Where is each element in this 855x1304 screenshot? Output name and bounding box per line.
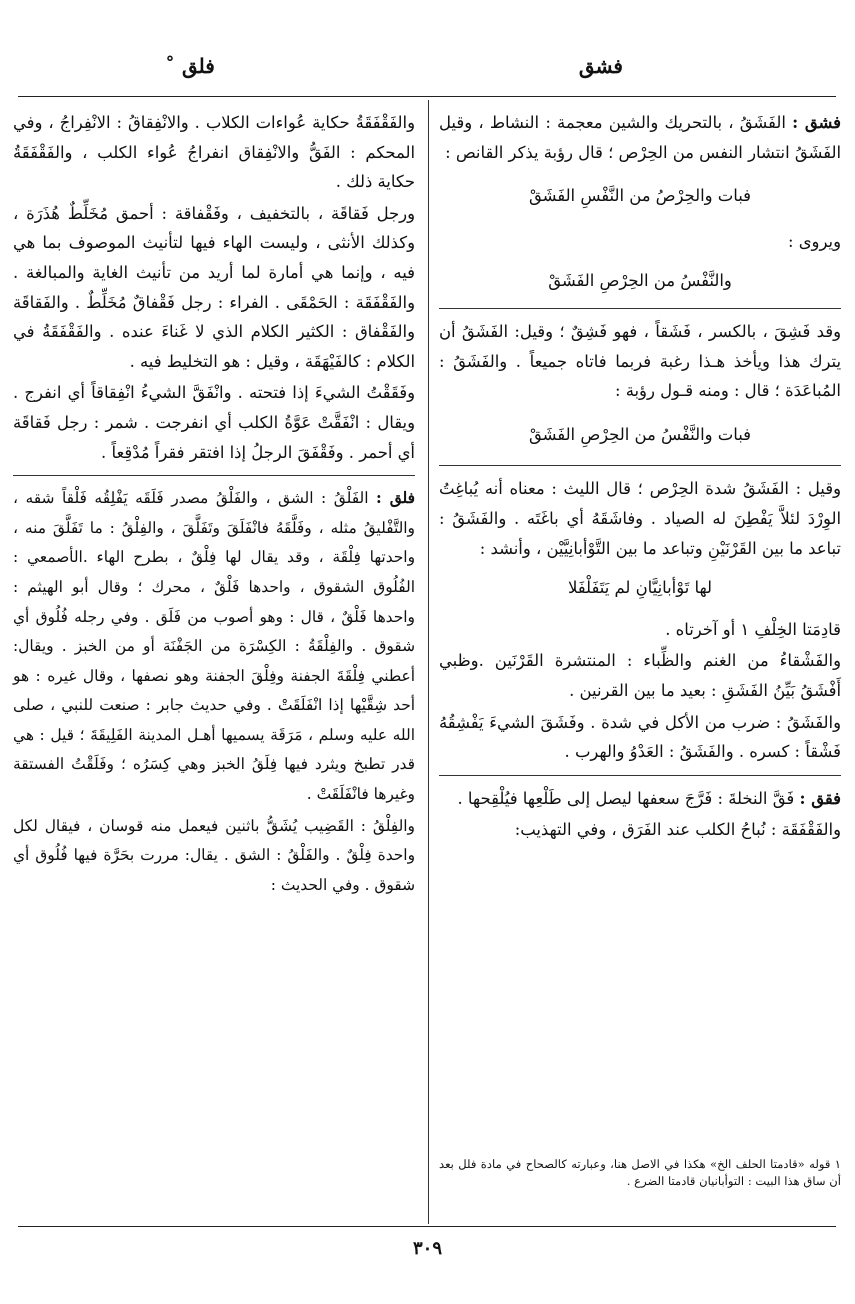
entry-text: الفَشَقُ ، بالتحريك والشين معجمة : النشاط ، وقيل الفَشَقُ انتشار النفس من الحِرْص ؛ قال رؤبة يذكر القانص : xyxy=(439,113,841,162)
verse-line: فبات والحِرْصُ من النَّفْسِ الفَشَقْ xyxy=(528,186,752,206)
paragraph: وقد فَشِقَ ، بالكسر ، فَشَقاً ، فهو فَشِقٌ ؛ وقيل: الفَشَقُ أن يترك هذا ويأخذ هـذا رغبة فربما فاتاه جميعاً . والفَشَقُ : المُباعَدَة ؛ قال : ومنه قـول رؤبة : xyxy=(439,321,841,401)
running-head-left: فلق ˚ xyxy=(165,54,215,78)
verse-separator xyxy=(439,465,841,466)
page-number: ٣٠٩ xyxy=(412,1238,442,1259)
paragraph: والفَقْفَقَة : نُباحُ الكلب عند الفَرَق ، وفي التهذيب: xyxy=(514,820,841,840)
paragraph: ورجل فَقاقَة ، بالتخفيف ، وفَقْفاقة : أحمق مُخَلِّطٌ هُذَرَة ، وكذلك الأنثى ، وليست الهاء فيها لتأنيث الموصوف بما هي فيه ، وإنما هي أمارة لما أريد من تأنيث الغاية والمبالغة . والفَقْفَقَة : الحَمْقَى . الفراء : رجل فَقْفاقٌ مُخَلِّطٌ . والفَقاقَة والفَقْفاق : الكثير الكلام الذي لا غَناءَ عنده . والفَقْفَقَةُ في الكلام : كالفَيْهَقَة ، وقيل : هو التخليط فيه . xyxy=(13,203,415,371)
entry-separator xyxy=(439,775,841,776)
header-rule xyxy=(18,96,836,97)
paragraph: ويروى : xyxy=(788,231,841,251)
entry-text: الفَلْقُ : الشق ، والفَلْقُ مصدر فَلَقَه يَفْلِقُه فَلْقاً شقه ، والتَّفْليقُ مثله ، وفَلَّقَهُ فانْفَلَقَ وتَفَلَّقَ ، والفِلْقُ : ما تَفَلَّقَ منه ، واحدتها فِلْقَة ، وقد يقال لها فِلْقٌ ، بطرح الهاء .الأصمعي : الفُلُوق الشقوق ، واحدها فَلْقٌ ، محرك ؛ وقال أبو الهيثم : واحدها فَلْقٌ ، قال : وهو أصوب من فَلَق . وفي رجله فُلُوق أي شقوق . والفِلْقَةُ : الكِسْرَة من الجَفْنَة أو من الخبز . ويقال: أعطني فِلْقَةَ الجفنة وفِلْقَ الجفنة وهو نصفها ، وقال غيره : هو أحد شِقَّيْها إذا انْفَلَقَتْ . وفي حديث جابر : صنعت للنبي ، صلى الله عليه وسلم ، مَرَقَة يسميها أهـل المدينة الفَلِيقَةَ ؛ قيل : هي قدر تطبخ ويثرد فيها فِلَقُ الخبز وهي كِسَرُه ؛ وفَلَقْتُ الفستقة وغيرها فانْفَلَقَتْ . xyxy=(13,489,415,804)
left-column xyxy=(13,108,415,902)
verse-line: لها تَوْأبانِيَّانِ لم يَتَفَلْفَلا xyxy=(567,578,713,598)
right-column xyxy=(439,108,841,847)
paragraph: والفَقْفَقَةُ حكاية عُواءات الكلاب . والانْفِقاقُ : الانْفِراجُ ، وفي المحكم : الفَقُّ والانْفِقاق انفراجُ عُواء الكلب ، والفَقْفَقَةُ حكاية ذلك . xyxy=(13,113,415,192)
entry-headword: فشق : xyxy=(792,113,841,132)
column-divider xyxy=(428,100,429,1224)
entry-fashaq xyxy=(439,108,841,167)
entry-faqq xyxy=(439,784,841,814)
footer-rule xyxy=(18,1226,836,1227)
paragraph: وفَقَقْتُ الشيءَ إذا فتحته . وانْفَقَّ الشيءُ انْفِقاقاً أي انفرج . ويقال : انْفَقَّتْ عَوَّةُ الكلب أي انفرجت . شمر : رجل فَقاقَة أي أحمر . وفَقْفَقَ الرجلُ إذا افتقر فقراً مُدْقِعاً . xyxy=(13,383,415,462)
verse-line: فبات والنَّفْسُ من الحِرْصِ الفَشَقْ xyxy=(528,424,752,444)
footnote: ١ قوله «قادمتا الحلف الخ» هكذا في الاصل هنا، وعبارته كالصحاح في مادة فلل بعد أن ساق هذا البيت : التوأبانيان قادمتا الضرع . xyxy=(439,1157,841,1188)
verse-separator xyxy=(439,308,841,309)
paragraph: وقيل : الفَشَقُ شدة الحِرْص ؛ قال الليث : معناه أنه يُباغِتُ الوِرْدَ لئلاَّ يَفْطِنَ له الصياد . وفاشَقَهُ أي باغَتَه . والفَشَقُ : تباعد ما بين القَرْنَيْنِ وتباعد ما بين التَّوْأبانِيَّيْن ، وأنشد : xyxy=(439,479,841,558)
paragraph: والفَشْقاءُ من الغنم والظِّباء : المنتشرة القَرْنَين .وظبي أَفْشَقُ بَيِّنُ الفَشَقِ : بعيد ما بين القرنين . xyxy=(439,651,841,700)
entry-headword: فلق : xyxy=(376,489,415,508)
entry-headword: فقق : xyxy=(799,788,841,808)
running-head-right: فشق xyxy=(578,54,623,78)
entry-separator xyxy=(13,475,415,476)
page-header xyxy=(0,52,855,82)
paragraph: والفِلْقُ : القَضِيب يُشَقُّ باثنين فيعمل منه قوسان ، فيقال لكل واحدة فِلْقٌ . والفَلْقُ : الشق . يقال: مررت بحَرَّة فيها فُلُوق أي شقوق . وفي الحديث : xyxy=(13,816,415,894)
entry-text: فَقَّ النخلةَ : فَرَّجَ سعفها ليصل إلى طَلْعِها فيُلْقِحها . xyxy=(457,788,795,808)
entry-falaq xyxy=(13,484,415,810)
paragraph: والفَشَقُ : ضرب من الأكل في شدة . وفَشَقَ الشيءَ يَفْشِقُهُ فَشْقاً : كسره . والفَشَقُ : العَدْوُ والهرب . xyxy=(439,712,841,762)
paragraph: قادِمَتا الخِلْفِ ١ أو آخرتاه . xyxy=(665,619,841,639)
verse-line: والنَّفْسُ من الحِرْصِ الفَشَقْ xyxy=(548,271,732,291)
